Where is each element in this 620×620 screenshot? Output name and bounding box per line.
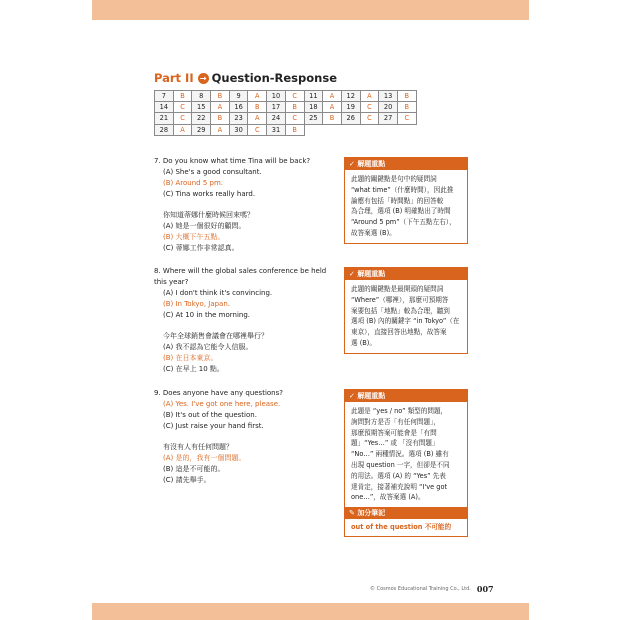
question-number: 26: [341, 113, 360, 124]
translation-b-correct: (B) 大概下午五點。: [163, 233, 225, 241]
question-9: [154, 388, 339, 486]
question-number: 25: [304, 113, 323, 124]
translation-c: (C) 蒂娜工作非常認真。: [163, 244, 239, 252]
tip-header: ✓ 解題重點: [345, 390, 467, 402]
question-number: 27: [379, 113, 398, 124]
option-a: (A) She's a good consultant.: [163, 168, 262, 176]
question-number: 20: [379, 102, 398, 113]
section-title: [154, 71, 337, 85]
question-number: 23: [229, 113, 248, 124]
option-c: (C) Tina works really hard.: [163, 190, 256, 198]
question-number: 29: [192, 124, 211, 135]
question-number: 17: [267, 102, 286, 113]
answer-letter: C: [248, 124, 267, 135]
question-7: [154, 156, 339, 254]
answer-letter: B: [248, 102, 267, 113]
question-stem: 9. Does anyone have any questions?: [154, 389, 283, 397]
question-number: 8: [192, 91, 211, 102]
arrow-circle-icon: →: [198, 73, 209, 84]
answer-letter: B: [397, 102, 416, 113]
answer-letter: A: [173, 124, 192, 135]
question-number: 28: [155, 124, 174, 135]
translation-a: (A) 她是一個很好的顧問。: [163, 222, 246, 230]
translation-c: (C) 在早上 10 點。: [163, 365, 224, 373]
section-subtitle: Question-Response: [211, 71, 337, 85]
option-b: (B) It's out of the question.: [163, 411, 257, 419]
option-b-correct: (B) Around 5 pm.: [163, 179, 223, 187]
answer-row: [155, 124, 417, 135]
bottom-color-band: [92, 603, 529, 620]
answer-letter: A: [360, 91, 379, 102]
answer-letter: C: [173, 113, 192, 124]
tip-box-9: [344, 389, 468, 537]
question-number: 31: [267, 124, 286, 135]
answer-row: [155, 113, 417, 124]
tip-header: ✓ 解題重點: [345, 268, 467, 280]
answer-letter: A: [211, 124, 230, 135]
answer-letter: C: [285, 113, 304, 124]
translation-a-correct: (A) 是的，我有一個問題。: [163, 454, 246, 462]
option-b-correct: (B) In Tokyo, Japan.: [163, 300, 231, 308]
option-a: (A) I don't think it's convincing.: [163, 289, 273, 297]
question-number: 9: [229, 91, 248, 102]
option-a-correct: (A) Yes. I've got one here, please.: [163, 400, 281, 408]
translation-c: (C) 請先舉手。: [163, 476, 211, 484]
page-number: 007: [476, 584, 494, 594]
answer-letter: A: [211, 102, 230, 113]
answer-letter: B: [285, 124, 304, 135]
part-label: Part II: [154, 71, 194, 85]
question-number: 21: [155, 113, 174, 124]
top-color-band: [92, 0, 529, 20]
tip-body: 此題的關鍵點是句中的疑問詞 “what time”（什麼時間），因此推 論應有包括「時間點」的回答較 為合理，選項 (B) 明確點出了時間 “Around 5 pm”（下午五點左右）， 故答案選 (B)。: [351, 175, 456, 237]
question-8: [154, 266, 339, 375]
answer-letter: B: [211, 91, 230, 102]
answer-letter: A: [248, 91, 267, 102]
note-body: out of the question 不可能的: [351, 523, 452, 532]
copyright: © Cosmos Educational Training Co., Ltd.: [370, 586, 471, 592]
question-number: 14: [155, 102, 174, 113]
answer-letter: B: [211, 113, 230, 124]
answer-letter: B: [323, 113, 342, 124]
question-number: 12: [341, 91, 360, 102]
question-number: 19: [341, 102, 360, 113]
question-number: 22: [192, 113, 211, 124]
option-c: (C) At 10 in the morning.: [163, 311, 251, 319]
question-number: 24: [267, 113, 286, 124]
question-number: 7: [155, 91, 174, 102]
translation-stem: 你知道蒂娜什麼時候回來嗎？: [163, 211, 254, 219]
question-stem: 8. Where will the global sales conference be held this year?: [154, 267, 327, 286]
option-c: (C) Just raise your hand first.: [163, 422, 264, 430]
question-number: 10: [267, 91, 286, 102]
question-number: 18: [304, 102, 323, 113]
answer-letter: B: [397, 91, 416, 102]
tip-header: ✓ 解題重點: [345, 158, 467, 170]
answer-key-table: [154, 90, 417, 136]
answer-letter: B: [173, 91, 192, 102]
answer-letter: A: [323, 102, 342, 113]
note-header: ✎ 加分筆記: [345, 507, 467, 519]
tip-box-7: [344, 157, 468, 244]
tip-box-8: [344, 267, 468, 354]
question-number: 11: [304, 91, 323, 102]
answer-letter: C: [173, 102, 192, 113]
answer-letter: A: [248, 113, 267, 124]
answer-letter: C: [285, 91, 304, 102]
translation-stem: 今年全球銷售會議會在哪裡舉行？: [163, 332, 268, 340]
answer-letter: C: [397, 113, 416, 124]
answer-row: [155, 91, 417, 102]
answer-row: [155, 102, 417, 113]
question-stem: 7. Do you know what time Tina will be back?: [154, 157, 311, 165]
translation-stem: 有沒有人有任何問題？: [163, 443, 233, 451]
answer-letter: B: [285, 102, 304, 113]
question-number: 16: [229, 102, 248, 113]
translation-b-correct: (B) 在日本東京。: [163, 354, 218, 362]
question-number: 13: [379, 91, 398, 102]
answer-letter: C: [360, 113, 379, 124]
answer-letter: C: [360, 102, 379, 113]
question-number: 15: [192, 102, 211, 113]
translation-a: (A) 我不認為它能令人信服。: [163, 343, 253, 351]
tip-body: 此題的關鍵點是最開頭的疑問詞 “Where”（哪裡），那麼可預期答 案要包括「地點」較為合理，聽到 選項 (B) 內的關鍵字 “in Tokyo”（在 東京），直接回答出地點，故答案 選 (B)。: [351, 285, 460, 347]
translation-b: (B) 這是不可能的。: [163, 465, 225, 473]
tip-body: 此題是 “yes / no” 類型的問題， 詢問對方是否「有任何問題」， 那麼預期答案可能會是「有問 題」“Yes…” 或 「沒有問題」 “No…” 兩種情況。選項 (B) 雖有 出現 question 一字，但卻是不同 的用法。選項 (A) 的 “Yes” 先表 達肯定，接著補充說明 “I've got one…”，故答案選 (A)。: [351, 407, 450, 502]
page-footer: [370, 584, 494, 594]
answer-letter: A: [323, 91, 342, 102]
question-number: 30: [229, 124, 248, 135]
